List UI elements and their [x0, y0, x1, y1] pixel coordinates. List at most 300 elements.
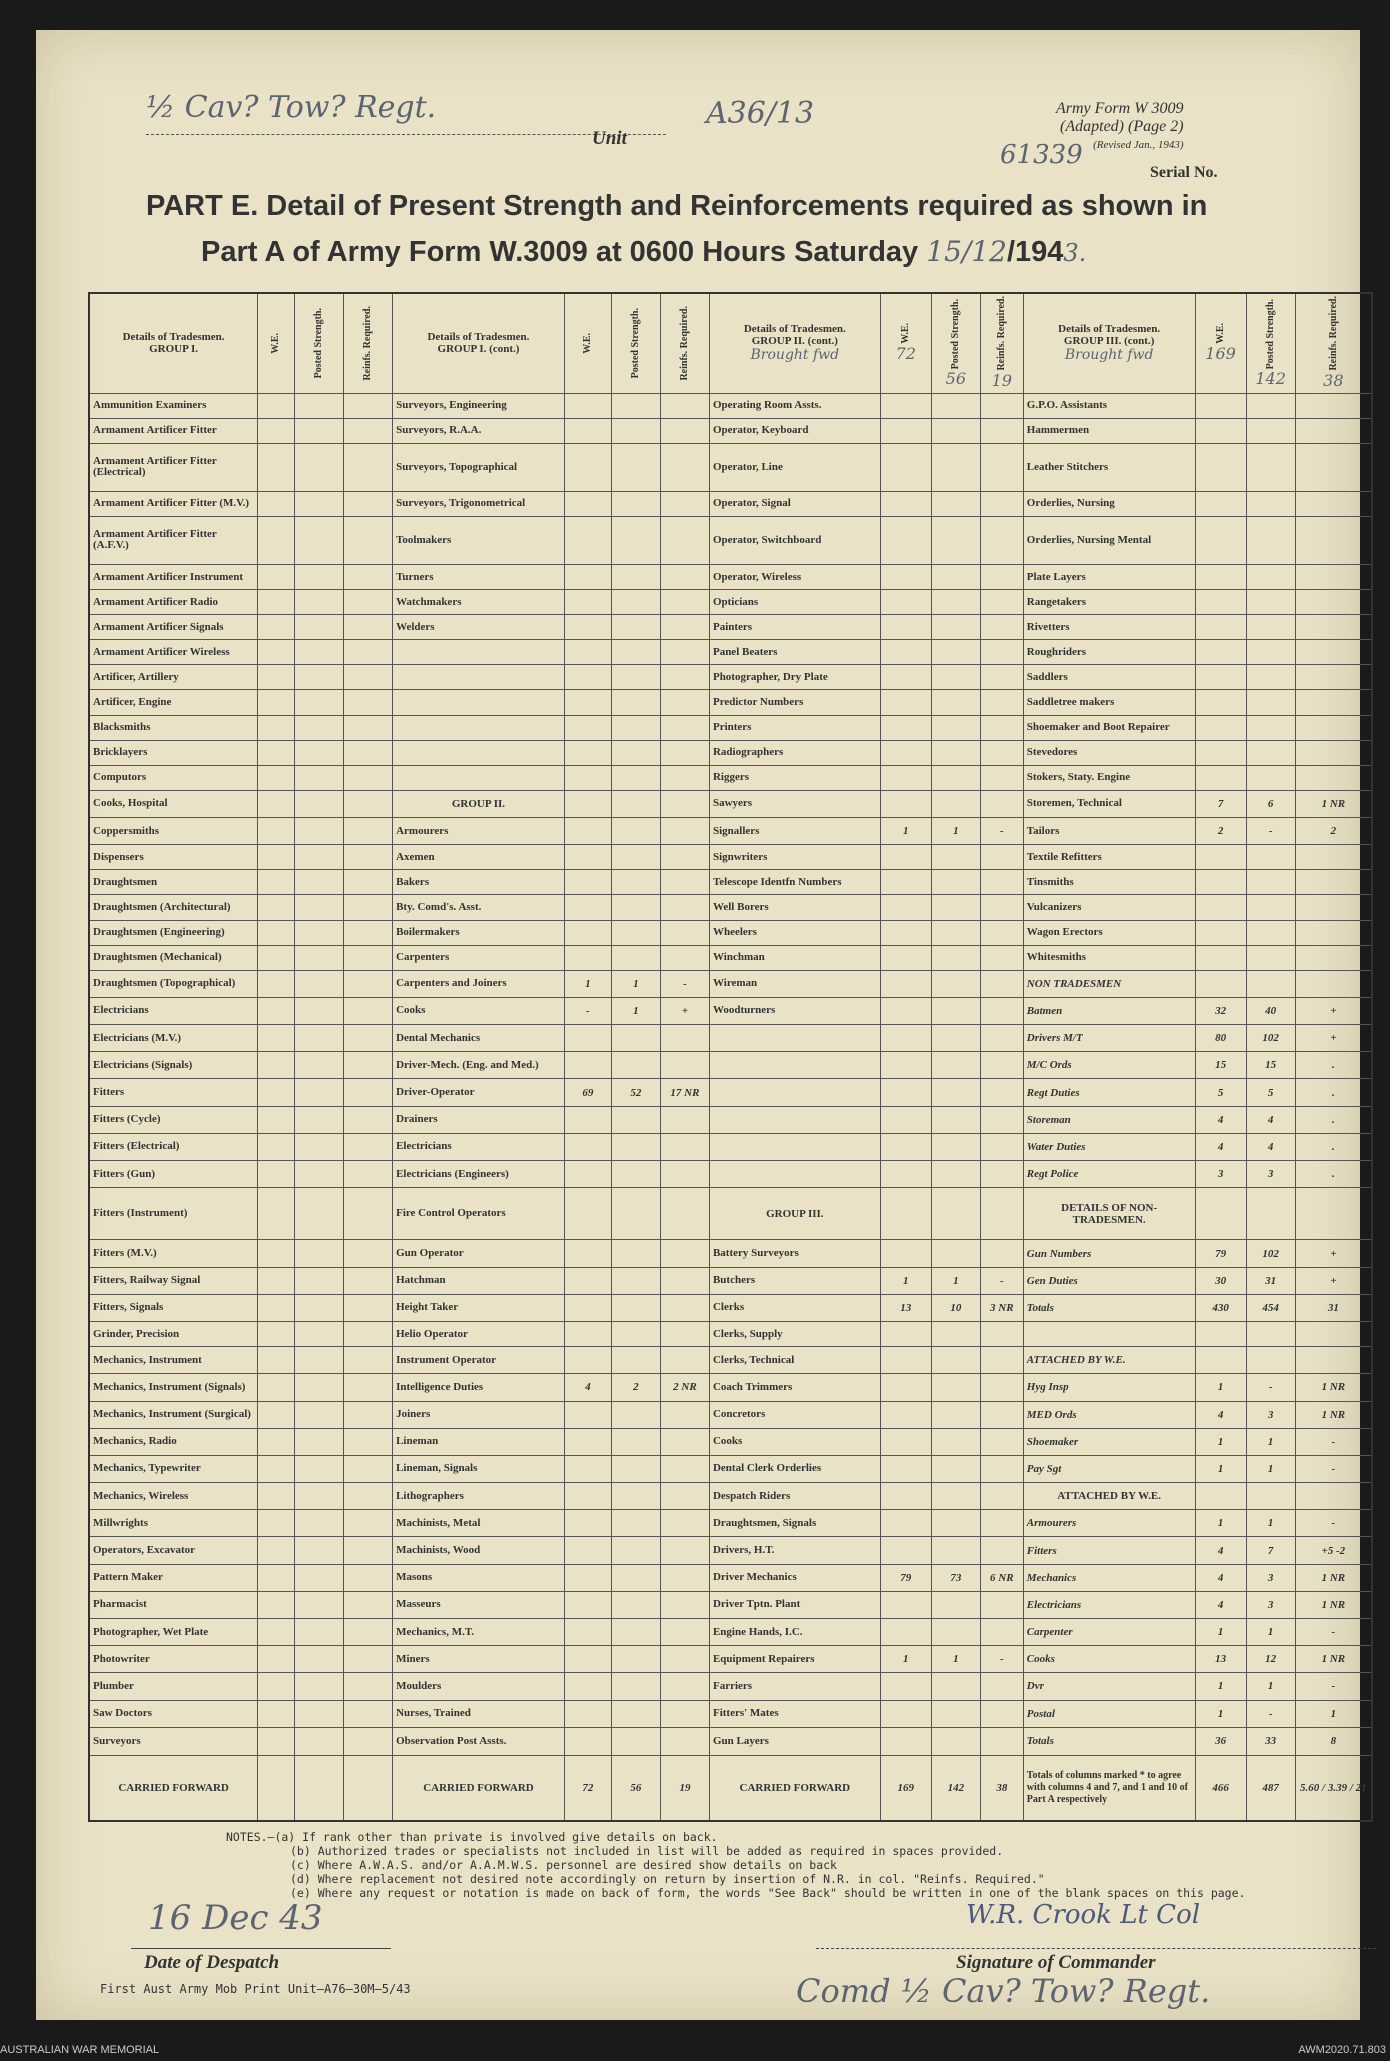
posted-cell: [294, 516, 343, 564]
we-cell: [564, 590, 611, 615]
reinfs-cell: -: [1295, 1428, 1372, 1455]
we-cell: [564, 1025, 611, 1052]
trade-label: Electricians: [393, 1133, 565, 1160]
trade-label: Nurses, Trained: [393, 1700, 565, 1727]
reinfs-cell: [660, 615, 709, 640]
trade-label: Cooks: [393, 997, 565, 1024]
reinfs-cell: [980, 765, 1023, 790]
reinfs-cell: [344, 1052, 393, 1079]
posted-cell: [294, 1133, 343, 1160]
col-header-posted: Posted Strength.: [294, 293, 343, 393]
table-row: [89, 1727, 1372, 1755]
reinfs-cell: -: [1295, 1619, 1372, 1646]
we-cell: [258, 443, 295, 491]
title-year: /194: [1006, 236, 1064, 268]
we-cell: [564, 1646, 611, 1673]
posted-cell: 3: [1246, 1161, 1295, 1188]
reinfs-cell: [344, 690, 393, 715]
we-cell: 3: [1195, 1161, 1246, 1188]
reinfs-cell: [980, 920, 1023, 945]
trade-label: Driver-Mech. (Eng. and Med.): [393, 1052, 565, 1079]
posted-cell: 1: [931, 1646, 980, 1673]
posted-cell: 3: [1246, 1591, 1295, 1618]
posted-cell: [931, 1591, 980, 1618]
col-header-posted: Posted Strength.: [611, 293, 660, 393]
trade-label: Mechanics, Radio: [89, 1428, 258, 1455]
carried-forward-row: [89, 1755, 1372, 1821]
reinfs-cell: [660, 1700, 709, 1727]
trade-label: Bakers: [393, 870, 565, 895]
posted-cell: [931, 1510, 980, 1537]
posted-cell: [931, 1347, 980, 1374]
notes-block: [226, 1830, 1245, 1900]
posted-cell: [611, 665, 660, 690]
we-cell: [1195, 765, 1246, 790]
col-header-we: W.E.: [258, 293, 295, 393]
reinfs-cell: [1295, 640, 1372, 665]
posted-cell: [1246, 1322, 1295, 1347]
we-cell: [258, 1052, 295, 1079]
trade-label: Sawyers: [709, 790, 880, 817]
trade-label: Battery Surveyors: [709, 1240, 880, 1267]
we-cell: [564, 790, 611, 817]
posted-cell: 1: [931, 818, 980, 845]
handwritten-label: Mechanics: [1023, 1564, 1195, 1591]
posted-cell: [294, 640, 343, 665]
trade-label: [709, 1079, 880, 1106]
trade-label: Clerks, Technical: [709, 1347, 880, 1374]
archive-label: AUSTRALIAN WAR MEMORIAL: [0, 2044, 160, 2056]
reinfs-cell: [660, 690, 709, 715]
posted-cell: [294, 1428, 343, 1455]
table-row: [89, 615, 1372, 640]
trade-label: Machinists, Metal: [393, 1510, 565, 1537]
we-cell: 30: [1195, 1267, 1246, 1294]
reinfs-cell: [344, 1455, 393, 1482]
trade-label: Electricians: [89, 997, 258, 1024]
reinfs-cell: [660, 1188, 709, 1240]
col-header-we: W.E. 169: [1195, 293, 1246, 393]
we-cell: [564, 1106, 611, 1133]
we-cell: 4: [1195, 1106, 1246, 1133]
posted-cell: [611, 443, 660, 491]
trade-label: Driver-Operator: [393, 1079, 565, 1106]
posted-cell: [931, 1133, 980, 1160]
trade-label: Observation Post Assts.: [393, 1727, 565, 1755]
posted-cell: [294, 443, 343, 491]
handwritten-label: Cooks: [1023, 1646, 1195, 1673]
reinfs-cell: -: [980, 818, 1023, 845]
trade-label: Welders: [393, 615, 565, 640]
reinfs-cell: [344, 1106, 393, 1133]
reinfs-cell: [1295, 765, 1372, 790]
trade-label: Operator, Switchboard: [709, 516, 880, 564]
reinfs-cell: [980, 715, 1023, 740]
posted-cell: [294, 1322, 343, 1347]
table-row: [89, 418, 1372, 443]
we-cell: [564, 565, 611, 590]
posted-cell: [931, 765, 980, 790]
posted-cell: [294, 665, 343, 690]
table-row: [89, 1188, 1372, 1240]
table-row: [89, 1428, 1372, 1455]
reinfs-cell: [344, 945, 393, 970]
posted-cell: [611, 1483, 660, 1510]
we-cell: 1: [1195, 1374, 1246, 1401]
reinfs-cell: 2 NR: [660, 1374, 709, 1401]
we-cell: [564, 491, 611, 516]
posted-cell: 73: [931, 1564, 980, 1591]
we-cell: [258, 565, 295, 590]
trade-label: Fitters (Cycle): [89, 1106, 258, 1133]
reinfs-cell: [344, 1673, 393, 1700]
posted-cell: [931, 1322, 980, 1347]
reinfs-cell: [1295, 1322, 1372, 1347]
trade-label: Signallers: [709, 818, 880, 845]
posted-cell: [294, 1537, 343, 1564]
table-row: [89, 895, 1372, 920]
we-cell: [564, 1537, 611, 1564]
posted-cell: [1246, 443, 1295, 491]
posted-cell: 1: [1246, 1673, 1295, 1700]
we-cell: 4: [1195, 1401, 1246, 1428]
reinfs-cell: [660, 1025, 709, 1052]
posted-cell: [931, 1455, 980, 1482]
reinfs-cell: +: [1295, 997, 1372, 1024]
table-row: [89, 393, 1372, 418]
we-cell: 4: [1195, 1537, 1246, 1564]
reinfs-cell: -: [1295, 1510, 1372, 1537]
table-row: [89, 1052, 1372, 1079]
trade-label: Drivers, H.T.: [709, 1537, 880, 1564]
posted-cell: [294, 393, 343, 418]
handwritten-label: Regt Police: [1023, 1161, 1195, 1188]
table-row: [89, 920, 1372, 945]
trade-label: Watchmakers: [393, 590, 565, 615]
trade-label: Operators, Excavator: [89, 1537, 258, 1564]
we-cell: [1195, 920, 1246, 945]
trade-label: Pharmacist: [89, 1591, 258, 1618]
posted-cell: [611, 615, 660, 640]
we-cell: [880, 1673, 931, 1700]
posted-cell: 4: [1246, 1133, 1295, 1160]
trade-label: Moulders: [393, 1673, 565, 1700]
posted-cell: 1: [1246, 1619, 1295, 1646]
posted-cell: 1: [1246, 1428, 1295, 1455]
reinfs-cell: [980, 1161, 1023, 1188]
trade-label: [393, 715, 565, 740]
reinfs-cell: [980, 970, 1023, 997]
we-cell: [564, 690, 611, 715]
posted-cell: [1246, 920, 1295, 945]
reinfs-cell: [980, 1673, 1023, 1700]
posted-cell: [1246, 970, 1295, 997]
we-cell: 430: [1195, 1294, 1246, 1321]
trade-label: Photographer, Wet Plate: [89, 1619, 258, 1646]
trade-label: Winchman: [709, 945, 880, 970]
table-row: [89, 945, 1372, 970]
posted-cell: [611, 1564, 660, 1591]
posted-cell: [294, 1755, 343, 1821]
section-heading: DETAILS OF NON-TRADESMEN.: [1023, 1188, 1195, 1240]
reinfs-cell: .: [1295, 1161, 1372, 1188]
posted-cell: [611, 1646, 660, 1673]
posted-cell: [611, 690, 660, 715]
posted-cell: 102: [1246, 1025, 1295, 1052]
posted-cell: [931, 790, 980, 817]
trade-label: Wireman: [709, 970, 880, 997]
posted-cell: 1: [1246, 1510, 1295, 1537]
reinfs-cell: [980, 1510, 1023, 1537]
posted-cell: [294, 1025, 343, 1052]
we-cell: [564, 715, 611, 740]
posted-cell: [1246, 740, 1295, 765]
reinfs-cell: +: [660, 997, 709, 1024]
posted-cell: [294, 1401, 343, 1428]
we-cell: [258, 640, 295, 665]
we-cell: [258, 1322, 295, 1347]
trade-label: [393, 640, 565, 665]
serial-handwriting: 61339: [1000, 140, 1083, 170]
reinfs-cell: [344, 1401, 393, 1428]
we-cell: [258, 1646, 295, 1673]
table-row: [89, 590, 1372, 615]
trade-label: Coppersmiths: [89, 818, 258, 845]
reinfs-cell: [344, 1727, 393, 1755]
note-line: (c) Where A.W.A.S. and/or A.A.M.W.S. personnel are desired show details on back: [290, 1858, 837, 1872]
handwritten-label: Hyg Insp: [1023, 1374, 1195, 1401]
trade-label: Clerks, Supply: [709, 1322, 880, 1347]
trade-label: Cooks: [709, 1428, 880, 1455]
we-cell: [1195, 690, 1246, 715]
reinfs-cell: [660, 1240, 709, 1267]
reinfs-cell: [344, 491, 393, 516]
reinfs-cell: [980, 690, 1023, 715]
we-cell: [880, 1619, 931, 1646]
posted-cell: [611, 1455, 660, 1482]
handwritten-label: Postal: [1023, 1700, 1195, 1727]
col-header-posted: Posted Strength. 142: [1246, 293, 1295, 393]
we-cell: [258, 1727, 295, 1755]
posted-cell: 3: [1246, 1401, 1295, 1428]
we-cell: [564, 1347, 611, 1374]
posted-cell: [611, 1510, 660, 1537]
table-row: [89, 1619, 1372, 1646]
we-cell: [258, 1106, 295, 1133]
we-cell: [880, 418, 931, 443]
we-cell: [564, 870, 611, 895]
trade-label: Armament Artificer Instrument: [89, 565, 258, 590]
we-cell: [564, 418, 611, 443]
reinfs-cell: [980, 740, 1023, 765]
table-row: [89, 1133, 1372, 1160]
we-cell: [258, 1537, 295, 1564]
posted-cell: [931, 997, 980, 1024]
we-cell: [258, 393, 295, 418]
posted-cell: [611, 1052, 660, 1079]
commander-signature: W.R. Crook Lt Col: [966, 1900, 1201, 1930]
we-cell: [564, 1052, 611, 1079]
we-cell: [880, 1591, 931, 1618]
handwritten-label: M/C Ords: [1023, 1052, 1195, 1079]
reinfs-cell: [660, 491, 709, 516]
posted-cell: [1246, 665, 1295, 690]
col-header-we: W.E.: [564, 293, 611, 393]
table-row: [89, 640, 1372, 665]
we-cell: [564, 1619, 611, 1646]
posted-cell: [611, 491, 660, 516]
posted-cell: [931, 640, 980, 665]
reinfs-cell: +: [1295, 1025, 1372, 1052]
reinfs-cell: [344, 1564, 393, 1591]
we-cell: [258, 690, 295, 715]
trade-label: Fitters (Gun): [89, 1161, 258, 1188]
posted-cell: [294, 690, 343, 715]
we-cell: 72: [564, 1755, 611, 1821]
handwritten-label: Totals: [1023, 1727, 1195, 1755]
posted-cell: [931, 1483, 980, 1510]
trade-label: Roughriders: [1023, 640, 1195, 665]
posted-cell: [1246, 895, 1295, 920]
table-row: [89, 1455, 1372, 1482]
posted-cell: [931, 920, 980, 945]
posted-cell: [931, 590, 980, 615]
posted-cell: [294, 1374, 343, 1401]
reinfs-cell: .: [1295, 1079, 1372, 1106]
col-header-group-2-cont: Details of Tradesmen. GROUP II. (cont.) Brought fwd: [709, 293, 880, 393]
posted-cell: [931, 393, 980, 418]
we-cell: [880, 1240, 931, 1267]
handwritten-label: Batmen: [1023, 997, 1195, 1024]
reinfs-cell: [660, 740, 709, 765]
we-cell: 4: [1195, 1564, 1246, 1591]
reinfs-cell: [980, 1428, 1023, 1455]
reinfs-cell: [1295, 418, 1372, 443]
reinfs-cell: [660, 418, 709, 443]
note-line: (d) Where replacement not desired note accordingly on return by insertion of N.R. in col. "Reinfs. Required.": [290, 1872, 1045, 1886]
posted-cell: [294, 1267, 343, 1294]
we-cell: 13: [880, 1294, 931, 1321]
trade-label: Masons: [393, 1564, 565, 1591]
we-cell: [880, 1106, 931, 1133]
reinfs-cell: [344, 1483, 393, 1510]
trade-label: Fitters, Signals: [89, 1294, 258, 1321]
we-cell: [564, 818, 611, 845]
posted-cell: 6: [1246, 790, 1295, 817]
table-row: [89, 765, 1372, 790]
handwritten-label: Storeman: [1023, 1106, 1195, 1133]
we-cell: [258, 1161, 295, 1188]
we-cell: [258, 970, 295, 997]
reinfs-cell: [980, 443, 1023, 491]
reinfs-cell: [344, 870, 393, 895]
posted-cell: [931, 690, 980, 715]
reinfs-cell: [660, 1106, 709, 1133]
reinfs-cell: [660, 1619, 709, 1646]
we-cell: [880, 997, 931, 1024]
trade-label: Photowriter: [89, 1646, 258, 1673]
we-cell: [1195, 590, 1246, 615]
reinfs-cell: +5 -2: [1295, 1537, 1372, 1564]
we-cell: [880, 443, 931, 491]
trade-label: Mechanics, Wireless: [89, 1483, 258, 1510]
we-cell: 1: [1195, 1700, 1246, 1727]
reinfs-cell: [980, 1455, 1023, 1482]
we-cell: 1: [880, 1267, 931, 1294]
table-row: [89, 565, 1372, 590]
page-title-line-2: [201, 235, 1086, 269]
posted-cell: [294, 1240, 343, 1267]
trade-label: Lineman: [393, 1428, 565, 1455]
trade-label: Opticians: [709, 590, 880, 615]
posted-cell: [611, 1322, 660, 1347]
posted-cell: [931, 1188, 980, 1240]
trade-label: Operator, Keyboard: [709, 418, 880, 443]
posted-cell: [931, 1106, 980, 1133]
we-cell: [564, 945, 611, 970]
reinfs-cell: [660, 1727, 709, 1755]
trade-label: Tailors: [1023, 818, 1195, 845]
note-line: (b) Authorized trades or specialists not included in list will be added as required in spaces provided.: [290, 1844, 1004, 1858]
reinfs-cell: [1295, 945, 1372, 970]
reinfs-cell: [980, 997, 1023, 1024]
reinfs-cell: [344, 920, 393, 945]
trade-label: Mechanics, Instrument: [89, 1347, 258, 1374]
trade-label: Fitters: [89, 1079, 258, 1106]
reinfs-cell: 8: [1295, 1727, 1372, 1755]
posted-cell: 1: [931, 1267, 980, 1294]
reinfs-cell: -: [1295, 1455, 1372, 1482]
we-cell: [258, 1267, 295, 1294]
trade-label: Draughtsmen (Architectural): [89, 895, 258, 920]
we-cell: [880, 665, 931, 690]
posted-cell: [931, 615, 980, 640]
posted-cell: [294, 1727, 343, 1755]
posted-cell: [294, 1052, 343, 1079]
trade-label: Artificer, Engine: [89, 690, 258, 715]
reinfs-cell: [1295, 895, 1372, 920]
reinfs-cell: [344, 1267, 393, 1294]
reinfs-cell: .: [1295, 1052, 1372, 1079]
unit-code-handwriting: A36/13: [706, 96, 815, 131]
posted-cell: [931, 870, 980, 895]
posted-cell: [611, 393, 660, 418]
we-cell: [564, 516, 611, 564]
reinfs-cell: [344, 1755, 393, 1821]
reinfs-cell: [980, 590, 1023, 615]
reinfs-cell: [660, 393, 709, 418]
signature-line: [816, 1948, 1376, 1949]
trade-label: Woodturners: [709, 997, 880, 1024]
we-cell: [258, 1401, 295, 1428]
we-cell: [880, 1025, 931, 1052]
trade-label: Armament Artificer Signals: [89, 615, 258, 640]
trade-label: Hatchman: [393, 1267, 565, 1294]
trade-label: Engine Hands, I.C.: [709, 1619, 880, 1646]
reinfs-cell: [660, 1673, 709, 1700]
table-row: [89, 1591, 1372, 1618]
reinfs-cell: [980, 491, 1023, 516]
reinfs-cell: [344, 1537, 393, 1564]
reinfs-cell: [344, 418, 393, 443]
we-cell: [258, 1374, 295, 1401]
we-cell: 1: [1195, 1673, 1246, 1700]
reinfs-cell: [980, 393, 1023, 418]
we-cell: 1: [564, 970, 611, 997]
reinfs-cell: [980, 945, 1023, 970]
reinfs-cell: 1 NR: [1295, 1401, 1372, 1428]
reinfs-cell: [344, 640, 393, 665]
